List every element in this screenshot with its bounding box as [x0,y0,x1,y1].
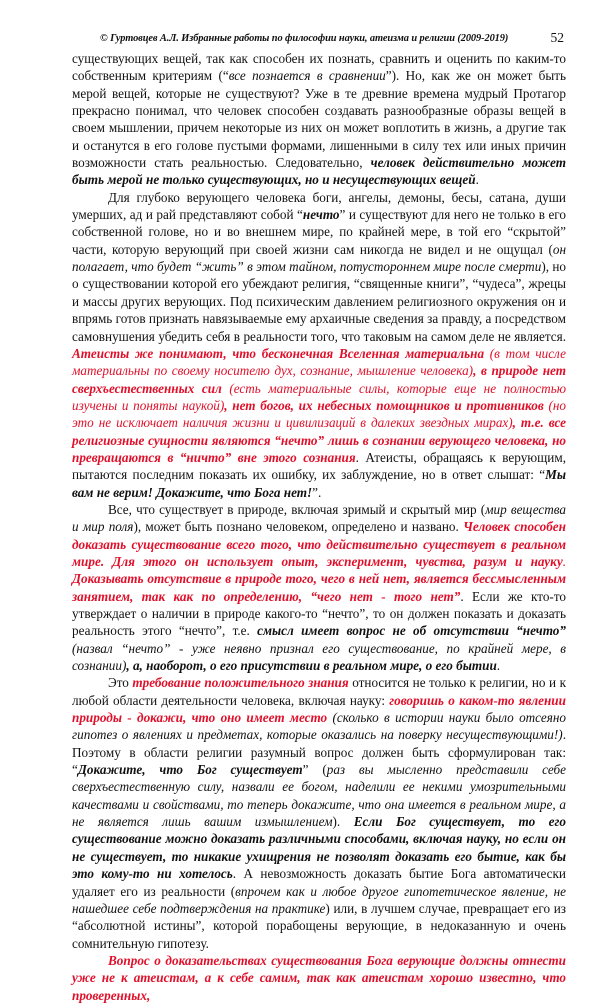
bold-italic-run: смысл имеет вопрос не об отсутствии “нечто” [257,623,566,639]
bold-italic-run: , а, наоборот, о его присутствии в реальном мире, о его бытии [126,658,497,674]
highlight-run: , нет богов, их небесных помощников и противников [224,397,544,413]
highlight-run: требование положительного знания [132,675,349,691]
bold-italic-run: нечто [302,207,340,223]
text-run: . Поэтому в области религии разумный вопрос должен быть сформулирован так: “ [72,727,566,778]
highlight-italic-run: (есть материальные силы, которые еще не полностью изучены и поняты наукой) [72,380,566,413]
text-run: . А невозможность доказать бытие Бога автоматически удаляет его из реальности ( [72,866,566,899]
text-run: ”. [312,484,322,500]
text-run: Это [108,675,133,691]
text-run: относится не только к религии, но и к любой области деятельности человека, включая науку: [72,675,566,708]
page-number: 52 [550,30,564,45]
bold-italic-run: Докажите, что Бог существует [77,762,303,778]
italic-run: он полагает, что будет “жить” в этом тайном, потустороннем мире после смерти [72,241,566,275]
paragraph-1 [72,50,566,189]
highlight-run: Атеисты же понимают, что бесконечная Вселенная материальна [72,345,485,361]
text-run: . Атеисты, обращаясь к верующим, пытаются последним показать их ошибку, их заблуждение, но в ответ слышат: “ [72,449,566,483]
header-title: © Гуртовцев А.Л. Избранные работы по философии науки, атеизма и религии (2009-2019) [100,33,509,44]
text-run: . [475,172,479,188]
highlight-run: Вопрос о доказательствах существования Бога верующие должны отнести уже не к атеистам, а к себе самим, так как атеистам хорошо известно, что проверенных, [72,952,566,1003]
italic-run: все познается в сравнении [228,68,386,84]
bold-italic-run: человек действительно может быть мерой не только существующих, но и несуществующих вещей [72,155,566,188]
text-run: ). [332,814,354,830]
highlight-run: Доказывать отсутствие в природе того, чего в ней нет, является бессмысленным занятием, так как по определению, “чего нет - того нет” [72,571,566,604]
text-run: ”). Но, как же он может быть мерой вещей, которые не существуют? Уже в те древние времена мудрый Протагор прекрасно понимал, что человек способен создавать разнообразные образы вещей в своем мышлении, причем некоторые из них он может воплотить в жизнь, а другие так и останутся в его голове пустыми формами, лишенными в силу тех или иных причин возможности стать реальностью. Следовательно, [72,68,566,171]
highlight-run: Человек способен доказать существование всего того, что действительно существует в реальном мире. Для этого он использует опыт, эксперимент, чувства, разум и науку [72,519,566,569]
italic-run: впрочем как и любое другое гипотетическое явление, не нашедшее себе подтверждения на практике [72,883,567,916]
text-run: ), но о существовании которой его убеждают религия, “священные книги”, “чудеса”, жрецы и массы других верующих. Под психическим давлением религиозного окружения он и впрямь готов признать навязываемые ему архаичные сведения за правду, а посредством самовнушения убедить себя в реальности того, что таковым на самом деле не является. [72,259,567,344]
paragraph-4 [72,674,566,952]
text-run: существующих вещей, так как способен их познать, сравнить и оценить по каким-то собственным критериям (“ [72,51,566,84]
bold-italic-run: Если Бог существует, то его существование можно доказать различными способами, включая науку, но если он не существует, то никакие ухищрения не позволят доказать его бытие, как бы это кому-то ни хотелось [72,814,566,882]
paragraph-3 [72,501,566,674]
text-run: ” и существуют для него не только в его собственной голове, но и во внешнем мире, по крайней мере, в той его “скрытой” части, которую верующий при своей жизни сам никогда не видел и не ощущал ( [72,207,566,257]
italic-run: (сколько в истории науки было отсеяно гипотез о явлениях и предметах, которые оказались на поверку несуществующими!) [72,710,566,743]
text-run: Все, что существует в природе, включая зримый и скрытый мир ( [108,501,486,517]
italic-run: мир вещества и мир поля [72,501,567,535]
document-body [72,50,566,1004]
italic-run: (назвал “нечто” - уже неявно признал его существование, по крайней мере, в сознании) [72,640,566,674]
text-run: Для глубоко верующего человека боги, ангелы, демоны, бесы, сатана, души умерших, ад и рай представляют собой “ [72,189,566,223]
highlight-italic-run: . [562,553,566,569]
highlight-italic-run: (в том числе материальны по своему носителю дух, сознание, мышление человека) [72,345,566,379]
paragraph-5 [72,952,566,1004]
running-header [72,30,566,48]
text-run: ” ( [302,762,327,778]
paragraph-2 [72,189,566,501]
text-run: . [496,658,501,674]
bold-italic-run: Мы вам не верим! Докажите, что Бога нет! [72,467,566,500]
text-run: ), может быть познано человеком, определено и названо. [133,519,464,535]
text-run: ) или, в лучшем случае, превращает его из “абсолютной истины”, которой порабощены верующие, в недоказанную и очень сомнительную гипотезу. [72,900,567,951]
italic-run: раз вы мысленно представили себе сверхъестественную силу, назвали ее богом, наделили ее некими умозрительными качествами и свойствами, то теперь докажите, что она имеется в реальном мире, а не является лишь вашим измышлением [72,762,566,830]
text-run: . Если же кто-то утверждает о наличии в природе какого-то “нечто”, то он должен показать и доказать реальность этого “нечто”, т.е. [72,588,566,639]
highlight-run: говоришь о каком-то явлении природы - докажи, что оно имеет место [72,692,566,726]
highlight-italic-run: (но это не исключает наличия жизни и цивилизаций в далеких звездных мирах) [72,397,566,431]
highlight-run: , т.е. все религиозные сущности являются “нечто” лишь в сознании верующего человека, но превращаются в “ничто” вне этого сознания [72,415,566,465]
highlight-run: , в природе нет сверхъестественных сил [72,363,566,396]
